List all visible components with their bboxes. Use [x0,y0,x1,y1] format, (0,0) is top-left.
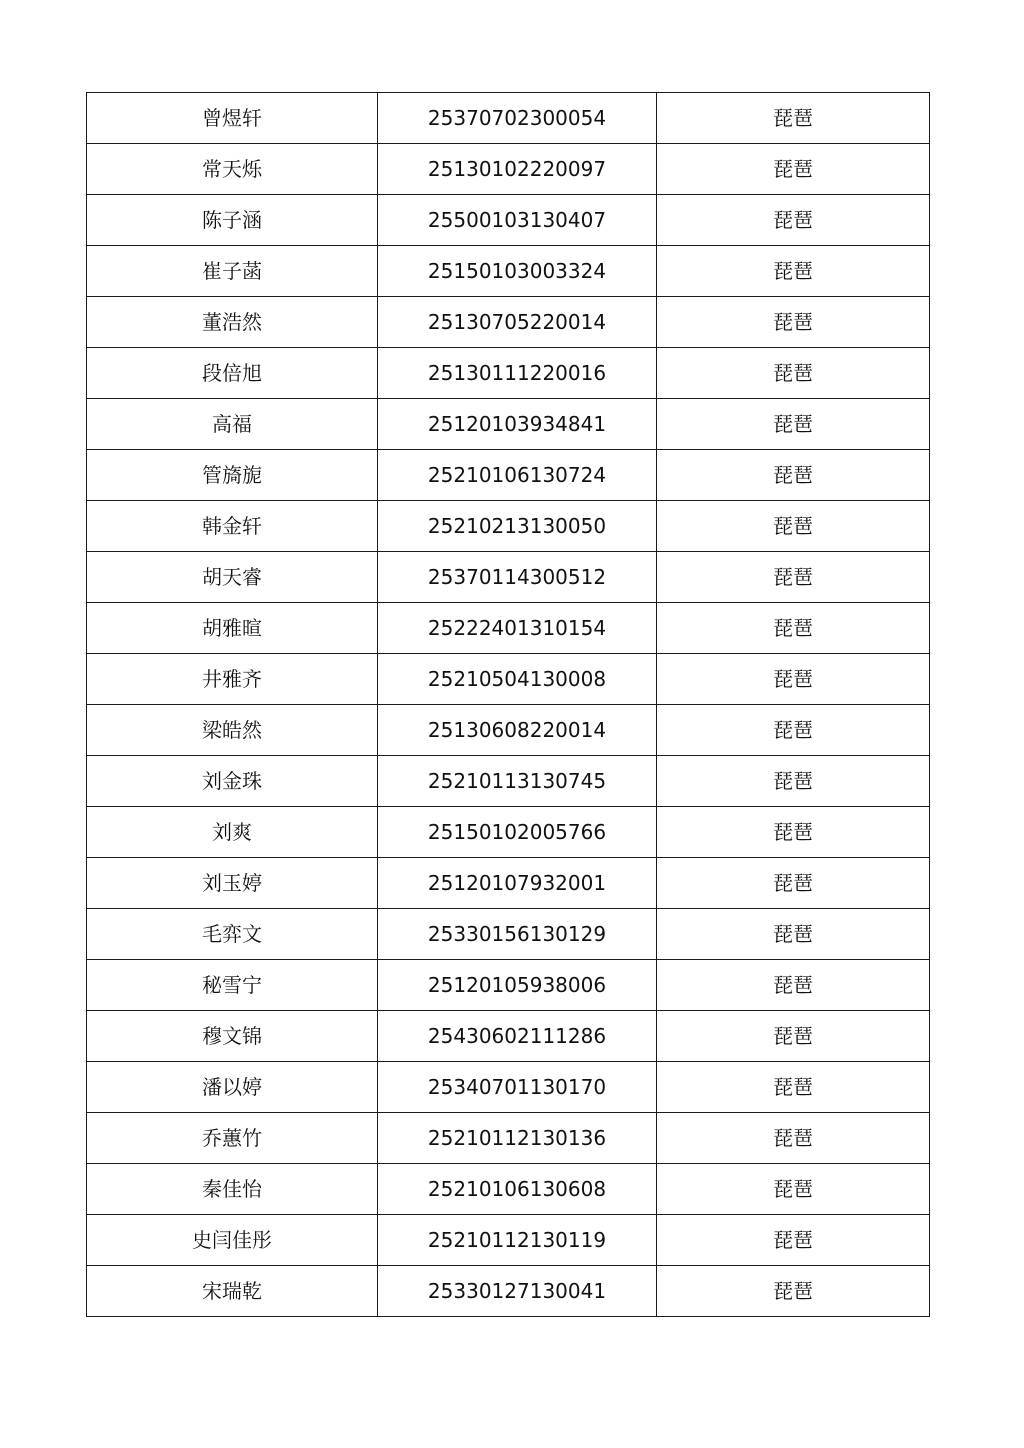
name-cell: 董浩然 [87,297,378,348]
name-cell: 刘爽 [87,807,378,858]
id-cell: 25330127130041 [378,1266,657,1317]
id-cell: 25120105938006 [378,960,657,1011]
id-cell: 25340701130170 [378,1062,657,1113]
table-row [87,552,930,603]
instrument-cell: 琵琶 [657,603,930,654]
instrument-cell: 琵琶 [657,960,930,1011]
table-row [87,450,930,501]
name-cell: 宋瑞乾 [87,1266,378,1317]
instrument-cell: 琵琶 [657,348,930,399]
table-row [87,297,930,348]
id-cell: 25130608220014 [378,705,657,756]
table-row [87,1062,930,1113]
id-cell: 25210113130745 [378,756,657,807]
table-row [87,1215,930,1266]
table-row [87,756,930,807]
name-cell: 井雅齐 [87,654,378,705]
table-row [87,1011,930,1062]
instrument-cell: 琵琶 [657,654,930,705]
name-cell: 崔子菡 [87,246,378,297]
table-row [87,603,930,654]
instrument-cell: 琵琶 [657,858,930,909]
name-cell: 高福 [87,399,378,450]
table-row [87,807,930,858]
id-cell: 25120103934841 [378,399,657,450]
name-cell: 常天烁 [87,144,378,195]
id-cell: 25222401310154 [378,603,657,654]
instrument-cell: 琵琶 [657,297,930,348]
instrument-cell: 琵琶 [657,1215,930,1266]
table-row [87,144,930,195]
id-cell: 25370114300512 [378,552,657,603]
name-cell: 管旖旎 [87,450,378,501]
table-row [87,501,930,552]
id-cell: 25210112130136 [378,1113,657,1164]
name-cell: 史闫佳彤 [87,1215,378,1266]
id-cell: 25210112130119 [378,1215,657,1266]
name-cell: 曾煜轩 [87,93,378,144]
id-cell: 25330156130129 [378,909,657,960]
id-cell: 25120107932001 [378,858,657,909]
id-cell: 25210504130008 [378,654,657,705]
table-row [87,1266,930,1317]
id-cell: 25130102220097 [378,144,657,195]
table-row [87,195,930,246]
name-cell: 潘以婷 [87,1062,378,1113]
instrument-cell: 琵琶 [657,93,930,144]
roster-table [86,92,930,1317]
table-row [87,1164,930,1215]
table-row [87,858,930,909]
name-cell: 刘玉婷 [87,858,378,909]
instrument-cell: 琵琶 [657,909,930,960]
instrument-cell: 琵琶 [657,246,930,297]
instrument-cell: 琵琶 [657,501,930,552]
id-cell: 25210213130050 [378,501,657,552]
table-row [87,348,930,399]
name-cell: 刘金珠 [87,756,378,807]
name-cell: 梁皓然 [87,705,378,756]
table-row [87,1113,930,1164]
id-cell: 25370702300054 [378,93,657,144]
instrument-cell: 琵琶 [657,1164,930,1215]
table-row [87,705,930,756]
instrument-cell: 琵琶 [657,399,930,450]
name-cell: 胡天睿 [87,552,378,603]
instrument-cell: 琵琶 [657,1266,930,1317]
table-row [87,909,930,960]
name-cell: 毛弈文 [87,909,378,960]
id-cell: 25150103003324 [378,246,657,297]
instrument-cell: 琵琶 [657,1011,930,1062]
name-cell: 韩金轩 [87,501,378,552]
instrument-cell: 琵琶 [657,552,930,603]
id-cell: 25500103130407 [378,195,657,246]
table-row [87,246,930,297]
id-cell: 25130111220016 [378,348,657,399]
instrument-cell: 琵琶 [657,144,930,195]
table-row [87,654,930,705]
instrument-cell: 琵琶 [657,195,930,246]
id-cell: 25430602111286 [378,1011,657,1062]
name-cell: 胡雅暄 [87,603,378,654]
instrument-cell: 琵琶 [657,705,930,756]
id-cell: 25210106130608 [378,1164,657,1215]
name-cell: 段倍旭 [87,348,378,399]
name-cell: 穆文锦 [87,1011,378,1062]
table-row [87,399,930,450]
id-cell: 25210106130724 [378,450,657,501]
table-row [87,93,930,144]
instrument-cell: 琵琶 [657,1113,930,1164]
name-cell: 秦佳怡 [87,1164,378,1215]
roster-table-body [87,93,930,1317]
table-row [87,960,930,1011]
id-cell: 25150102005766 [378,807,657,858]
instrument-cell: 琵琶 [657,807,930,858]
id-cell: 25130705220014 [378,297,657,348]
instrument-cell: 琵琶 [657,450,930,501]
name-cell: 陈子涵 [87,195,378,246]
instrument-cell: 琵琶 [657,756,930,807]
instrument-cell: 琵琶 [657,1062,930,1113]
name-cell: 秘雪宁 [87,960,378,1011]
name-cell: 乔蕙竹 [87,1113,378,1164]
